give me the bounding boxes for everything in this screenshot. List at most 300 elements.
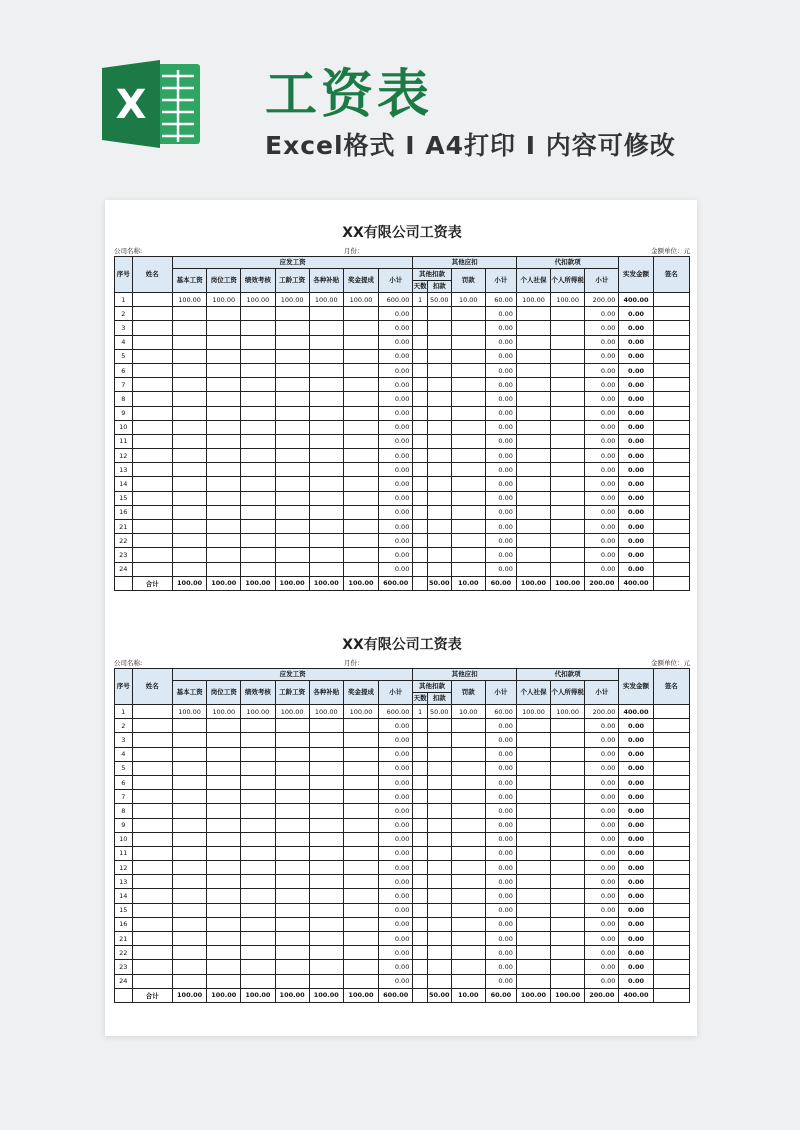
cell-payable (241, 761, 275, 775)
cell-leave-deduct (427, 818, 451, 832)
table-row (115, 846, 690, 860)
cell-leave-days (413, 434, 428, 448)
cell-total-payable-subtotal: 600.00 (379, 576, 413, 590)
cell-leave-deduct (427, 562, 451, 576)
cell-net-pay: 0.00 (619, 363, 653, 377)
cell-payable (343, 747, 378, 761)
cell-name (132, 804, 172, 818)
cell-income-tax (551, 832, 585, 846)
cell-net-pay: 0.00 (619, 548, 653, 562)
cell-net-pay: 0.00 (619, 804, 653, 818)
cell-income-tax (551, 378, 585, 392)
cell-income-tax (551, 775, 585, 789)
cell-other-subtotal: 0.00 (485, 520, 516, 534)
cell-net-pay: 0.00 (619, 349, 653, 363)
cell-leave-deduct (427, 548, 451, 562)
cell-payable (309, 477, 343, 491)
cell-payable (207, 363, 241, 377)
table-row (115, 349, 690, 363)
cell-signature (653, 392, 689, 406)
header-payable-col: 绩效考核 (241, 269, 275, 293)
cell-payable: 100.00 (309, 705, 343, 719)
cell-fine (451, 747, 485, 761)
cell-payable (275, 733, 309, 747)
cell-payable (309, 846, 343, 860)
cell-seq: 1 (115, 293, 133, 307)
cell-other-subtotal: 0.00 (485, 491, 516, 505)
cell-payable (207, 790, 241, 804)
cell-payable (173, 832, 207, 846)
cell-payable (241, 363, 275, 377)
cell-leave-days: 1 (413, 705, 428, 719)
header-name: 姓名 (132, 669, 172, 705)
cell-social-security: 100.00 (516, 293, 550, 307)
cell-leave-deduct (427, 903, 451, 917)
cell-payable (173, 761, 207, 775)
cell-payable (241, 775, 275, 789)
cell-other-subtotal: 60.00 (485, 705, 516, 719)
cell-name (132, 889, 172, 903)
cell-leave-deduct (427, 747, 451, 761)
table-row (115, 406, 690, 420)
cell-payable-subtotal: 0.00 (379, 307, 413, 321)
cell-income-tax (551, 491, 585, 505)
cell-payable-subtotal: 0.00 (379, 378, 413, 392)
cell-fine (451, 733, 485, 747)
cell-seq: 10 (115, 832, 133, 846)
cell-payable (207, 335, 241, 349)
cell-payable (173, 534, 207, 548)
cell-other-subtotal: 0.00 (485, 562, 516, 576)
cell-fine (451, 846, 485, 860)
table-row (115, 875, 690, 889)
header-seq: 序号 (115, 669, 133, 705)
cell-total-payable: 100.00 (309, 988, 343, 1002)
cell-withhold-subtotal: 0.00 (585, 775, 619, 789)
cell-income-tax (551, 932, 585, 946)
cell-net-pay: 0.00 (619, 449, 653, 463)
cell-payable: 100.00 (275, 705, 309, 719)
cell-leave-deduct (427, 960, 451, 974)
header-leave-col: 扣款 (427, 281, 451, 293)
table-row (115, 548, 690, 562)
cell-other-subtotal: 0.00 (485, 392, 516, 406)
cell-leave-days (413, 875, 428, 889)
cell-withhold-subtotal: 200.00 (585, 293, 619, 307)
cell-leave-days (413, 974, 428, 988)
cell-payable (241, 548, 275, 562)
cell-payable-subtotal: 0.00 (379, 733, 413, 747)
cell-payable (241, 463, 275, 477)
cell-total-leave-deduct: 50.00 (427, 576, 451, 590)
cell-payable (241, 449, 275, 463)
cell-payable (207, 520, 241, 534)
cell-payable (207, 491, 241, 505)
cell-payable (241, 846, 275, 860)
cell-net-pay: 0.00 (619, 534, 653, 548)
logo-letter: X (115, 82, 147, 128)
cell-signature (653, 705, 689, 719)
cell-leave-days (413, 818, 428, 832)
cell-income-tax (551, 420, 585, 434)
cell-payable (207, 761, 241, 775)
cell-social-security (516, 392, 550, 406)
cell-signature (653, 420, 689, 434)
cell-payable (241, 392, 275, 406)
header-seq: 序号 (115, 257, 133, 293)
cell-payable (173, 719, 207, 733)
cell-payable-subtotal: 0.00 (379, 946, 413, 960)
cell-payable-subtotal: 0.00 (379, 960, 413, 974)
cell-net-pay: 400.00 (619, 705, 653, 719)
table-row (115, 434, 690, 448)
cell-other-subtotal: 0.00 (485, 534, 516, 548)
cell-payable: 100.00 (207, 705, 241, 719)
cell-payable (173, 974, 207, 988)
cell-leave-days (413, 406, 428, 420)
cell-income-tax (551, 818, 585, 832)
cell-fine (451, 477, 485, 491)
cell-payable (173, 505, 207, 519)
cell-withhold-subtotal: 0.00 (585, 520, 619, 534)
cell-signature (653, 775, 689, 789)
cell-leave-deduct (427, 321, 451, 335)
cell-signature (653, 761, 689, 775)
cell-net-pay: 400.00 (619, 293, 653, 307)
cell-seq: 3 (115, 321, 133, 335)
cell-social-security (516, 974, 550, 988)
cell-payable (275, 974, 309, 988)
cell-leave-deduct (427, 889, 451, 903)
header-leave-deduct-group: 其他扣款 (413, 681, 451, 693)
cell-signature (653, 733, 689, 747)
cell-total-payable: 100.00 (207, 576, 241, 590)
cell-other-subtotal: 0.00 (485, 335, 516, 349)
cell-fine (451, 420, 485, 434)
cell-fine (451, 719, 485, 733)
cell-total-seq (115, 988, 133, 1002)
cell-social-security (516, 321, 550, 335)
cell-leave-deduct (427, 449, 451, 463)
cell-fine (451, 562, 485, 576)
cell-fine (451, 946, 485, 960)
cell-income-tax (551, 434, 585, 448)
cell-signature (653, 406, 689, 420)
cell-leave-deduct (427, 349, 451, 363)
cell-signature (653, 548, 689, 562)
cell-income-tax (551, 946, 585, 960)
cell-payable (275, 420, 309, 434)
cell-fine (451, 932, 485, 946)
cell-fine (451, 534, 485, 548)
table-row (115, 761, 690, 775)
header-signature: 签名 (653, 669, 689, 705)
cell-payable (173, 932, 207, 946)
cell-income-tax (551, 974, 585, 988)
cell-payable (207, 562, 241, 576)
cell-payable (275, 378, 309, 392)
cell-leave-deduct (427, 946, 451, 960)
cell-total-income-tax: 100.00 (551, 576, 585, 590)
cell-payable (241, 719, 275, 733)
cell-payable-subtotal: 0.00 (379, 477, 413, 491)
cell-payable (309, 818, 343, 832)
cell-signature (653, 946, 689, 960)
cell-payable (343, 491, 378, 505)
cell-fine (451, 818, 485, 832)
cell-total-payable: 100.00 (207, 988, 241, 1002)
header-withhold-col: 个人社保 (516, 681, 550, 705)
cell-other-subtotal: 0.00 (485, 903, 516, 917)
cell-seq: 3 (115, 733, 133, 747)
cell-payable (309, 434, 343, 448)
cell-payable (343, 420, 378, 434)
cell-total-payable: 100.00 (275, 988, 309, 1002)
cell-leave-days (413, 719, 428, 733)
cell-other-subtotal: 0.00 (485, 932, 516, 946)
header-other-col: 小计 (485, 269, 516, 293)
cell-signature (653, 349, 689, 363)
cell-payable-subtotal: 0.00 (379, 321, 413, 335)
cell-payable (343, 719, 378, 733)
header-withhold-col: 个人所得税 (551, 269, 585, 293)
cell-other-subtotal: 0.00 (485, 861, 516, 875)
cell-payable (275, 903, 309, 917)
cell-seq: 7 (115, 378, 133, 392)
header-payable-col: 小计 (379, 269, 413, 293)
cell-social-security (516, 449, 550, 463)
cell-payable: 100.00 (173, 705, 207, 719)
cell-income-tax (551, 875, 585, 889)
amount-unit-label: 金额单位：元 (651, 247, 690, 255)
cell-total-fine: 10.00 (451, 576, 485, 590)
cell-leave-deduct (427, 307, 451, 321)
cell-net-pay: 0.00 (619, 392, 653, 406)
cell-payable (309, 889, 343, 903)
cell-payable (309, 733, 343, 747)
cell-income-tax (551, 548, 585, 562)
cell-social-security (516, 761, 550, 775)
cell-payable (275, 449, 309, 463)
cell-payable-subtotal: 0.00 (379, 363, 413, 377)
cell-payable (173, 818, 207, 832)
cell-fine (451, 960, 485, 974)
cell-payable (309, 463, 343, 477)
cell-total-leave-days (413, 576, 428, 590)
cell-payable (343, 917, 378, 931)
cell-other-subtotal: 0.00 (485, 960, 516, 974)
cell-other-subtotal: 0.00 (485, 307, 516, 321)
cell-payable (309, 534, 343, 548)
cell-leave-days (413, 477, 428, 491)
cell-leave-deduct (427, 974, 451, 988)
table-row (115, 534, 690, 548)
cell-total-payable: 100.00 (275, 576, 309, 590)
cell-payable (173, 463, 207, 477)
cell-withhold-subtotal: 0.00 (585, 562, 619, 576)
cell-payable (275, 960, 309, 974)
cell-payable-subtotal: 0.00 (379, 974, 413, 988)
header-payable-col: 绩效考核 (241, 681, 275, 705)
cell-payable (309, 349, 343, 363)
cell-payable (309, 946, 343, 960)
cell-payable (275, 321, 309, 335)
cell-net-pay: 0.00 (619, 946, 653, 960)
cell-other-subtotal: 0.00 (485, 818, 516, 832)
cell-income-tax: 100.00 (551, 293, 585, 307)
cell-payable (309, 903, 343, 917)
cell-net-pay: 0.00 (619, 463, 653, 477)
cell-payable (309, 505, 343, 519)
cell-seq: 8 (115, 804, 133, 818)
header-other-col: 罚款 (451, 681, 485, 705)
cell-signature (653, 747, 689, 761)
cell-payable (309, 378, 343, 392)
cell-payable (173, 491, 207, 505)
cell-signature (653, 434, 689, 448)
cell-leave-days (413, 449, 428, 463)
cell-leave-deduct (427, 932, 451, 946)
cell-other-subtotal: 0.00 (485, 775, 516, 789)
cell-payable (275, 434, 309, 448)
cell-name (132, 562, 172, 576)
cell-leave-deduct (427, 761, 451, 775)
sheet-title: XX有限公司工资表 (342, 225, 462, 241)
cell-payable (241, 747, 275, 761)
cell-payable (309, 491, 343, 505)
cell-signature (653, 477, 689, 491)
cell-payable (275, 818, 309, 832)
cell-payable (173, 804, 207, 818)
cell-leave-days (413, 363, 428, 377)
cell-payable: 100.00 (241, 293, 275, 307)
cell-signature (653, 505, 689, 519)
cell-payable (275, 477, 309, 491)
cell-payable (343, 449, 378, 463)
header-leave-col: 扣款 (427, 693, 451, 705)
cell-leave-days (413, 335, 428, 349)
cell-name (132, 790, 172, 804)
cell-payable-subtotal: 0.00 (379, 790, 413, 804)
cell-fine: 10.00 (451, 293, 485, 307)
cell-social-security (516, 406, 550, 420)
table-row (115, 520, 690, 534)
cell-payable (309, 420, 343, 434)
cell-income-tax (551, 747, 585, 761)
cell-payable (207, 349, 241, 363)
cell-withhold-subtotal: 0.00 (585, 804, 619, 818)
cell-income-tax (551, 960, 585, 974)
table-row (115, 889, 690, 903)
cell-withhold-subtotal: 0.00 (585, 378, 619, 392)
cell-seq: 4 (115, 747, 133, 761)
cell-total-other-subtotal: 60.00 (485, 576, 516, 590)
cell-net-pay: 0.00 (619, 733, 653, 747)
cell-payable (173, 733, 207, 747)
cell-signature (653, 932, 689, 946)
cell-fine (451, 321, 485, 335)
payroll-table (114, 668, 690, 1003)
header-net-pay: 实发金额 (619, 257, 653, 293)
cell-net-pay: 0.00 (619, 477, 653, 491)
cell-fine (451, 406, 485, 420)
cell-leave-deduct: 50.00 (427, 293, 451, 307)
cell-withhold-subtotal: 0.00 (585, 505, 619, 519)
cell-income-tax (551, 307, 585, 321)
cell-payable-subtotal: 0.00 (379, 420, 413, 434)
cell-payable (207, 917, 241, 931)
cell-payable (275, 349, 309, 363)
header-payable-group: 应发工资 (173, 257, 413, 269)
cell-name (132, 293, 172, 307)
company-name-label: 公司名称: (114, 247, 143, 255)
cell-seq: 23 (115, 960, 133, 974)
cell-other-subtotal: 0.00 (485, 363, 516, 377)
cell-income-tax (551, 463, 585, 477)
cell-payable-subtotal: 0.00 (379, 932, 413, 946)
table-row (115, 917, 690, 931)
cell-leave-days (413, 889, 428, 903)
cell-other-subtotal: 0.00 (485, 974, 516, 988)
cell-payable (207, 449, 241, 463)
cell-signature (653, 861, 689, 875)
cell-name (132, 378, 172, 392)
cell-net-pay: 0.00 (619, 861, 653, 875)
cell-payable-subtotal: 0.00 (379, 463, 413, 477)
cell-leave-deduct (427, 917, 451, 931)
cell-payable (241, 733, 275, 747)
cell-leave-days (413, 562, 428, 576)
cell-other-subtotal: 0.00 (485, 846, 516, 860)
cell-net-pay: 0.00 (619, 846, 653, 860)
cell-payable (309, 307, 343, 321)
cell-payable (343, 932, 378, 946)
cell-payable (275, 463, 309, 477)
cell-leave-days (413, 804, 428, 818)
sheet-meta-row (114, 244, 690, 256)
cell-other-subtotal: 0.00 (485, 548, 516, 562)
cell-fine: 10.00 (451, 705, 485, 719)
cell-social-security (516, 477, 550, 491)
cell-payable (343, 846, 378, 860)
cell-payable-subtotal: 0.00 (379, 562, 413, 576)
table-row (115, 491, 690, 505)
cell-payable-subtotal: 0.00 (379, 392, 413, 406)
header-withhold-col: 小计 (585, 681, 619, 705)
cell-payable (173, 790, 207, 804)
cell-fine (451, 434, 485, 448)
cell-leave-days (413, 307, 428, 321)
cell-other-subtotal: 0.00 (485, 917, 516, 931)
table-row (115, 804, 690, 818)
cell-payable (241, 434, 275, 448)
cell-total-seq (115, 576, 133, 590)
cell-payable (241, 307, 275, 321)
cell-payable (173, 889, 207, 903)
cell-payable (207, 548, 241, 562)
cell-fine (451, 917, 485, 931)
cell-net-pay: 0.00 (619, 917, 653, 931)
cell-payable (309, 804, 343, 818)
cell-signature (653, 463, 689, 477)
cell-payable (343, 818, 378, 832)
header-payable-col: 基本工资 (173, 269, 207, 293)
table-row (115, 790, 690, 804)
cell-withhold-subtotal: 0.00 (585, 960, 619, 974)
cell-leave-deduct (427, 775, 451, 789)
cell-name (132, 477, 172, 491)
cell-name (132, 917, 172, 931)
